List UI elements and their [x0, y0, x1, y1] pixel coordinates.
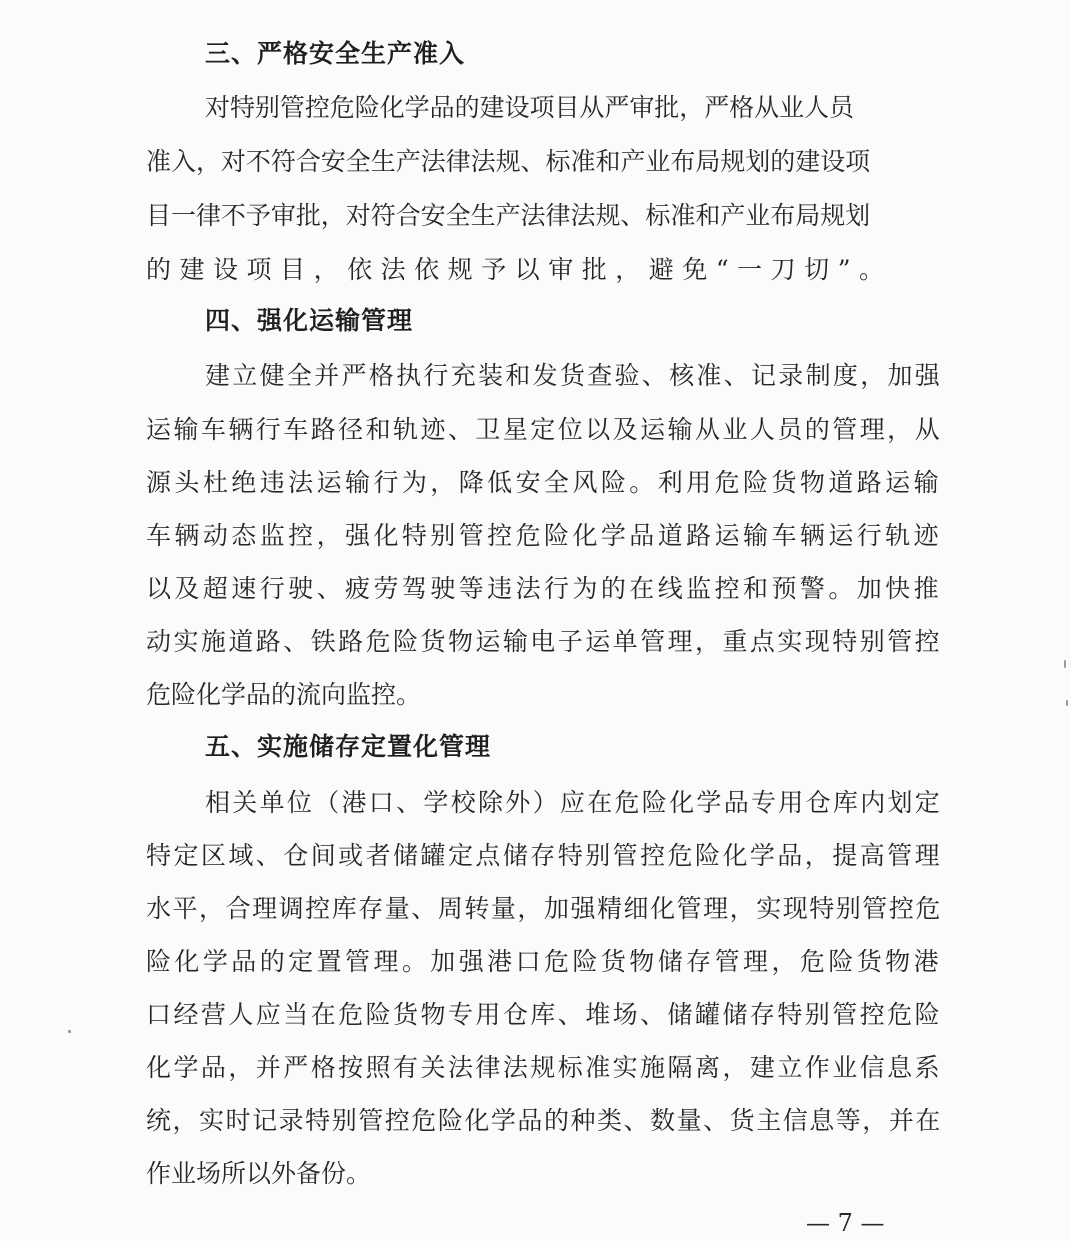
scan-speck [68, 1030, 71, 1033]
paragraph-line: 对特别管控危险化学品的建设项目从严审批，严格从业人员 [205, 93, 854, 122]
paragraph-line: 以及超速行驶、疲劳驾驶等违法行为的在线监控和预警。加快推 [146, 574, 943, 603]
section-heading-5: 五、实施储存定置化管理 [205, 732, 492, 761]
paragraph-line: 目一律不予审批，对符合安全生产法律法规、标准和产业布局规划 [146, 201, 871, 230]
paragraph-line: 特定区域、仓间或者储罐定点储存特别管控危险化学品，提高管理 [146, 841, 943, 870]
paragraph-line: 统，实时记录特别管控危险化学品的种类、数量、货主信息等，并在 [146, 1106, 942, 1135]
paragraph-line: 作业场所以外备份。 [146, 1159, 372, 1188]
paragraph-line: 准入，对不符合安全生产法律法规、标准和产业布局规划的建设项 [146, 147, 871, 176]
page-number: — 7 — [806, 1209, 885, 1237]
paragraph-line: 口经营人应当在危险货物专用仓库、堆场、储罐储存特别管控危险 [146, 1000, 943, 1029]
paragraph-line: 动实施道路、铁路危险货物运输电子运单管理，重点实现特别管控 [146, 627, 943, 656]
section-heading-3: 三、严格安全生产准入 [205, 39, 466, 68]
paragraph-line: 建立健全并严格执行充装和发货查验、核准、记录制度，加强 [205, 361, 943, 390]
paragraph-line: 相关单位（港口、学校除外）应在危险化学品专用仓库内划定 [205, 788, 943, 817]
scan-speck [1064, 660, 1066, 668]
paragraph-line: 车辆动态监控，强化特别管控危险化学品道路运输车辆运行轨迹 [146, 521, 943, 550]
paragraph-line: 危险化学品的流向监控。 [146, 680, 422, 709]
paragraph-line: 源头杜绝违法运输行为，降低安全风险。利用危险货物道路运输 [146, 468, 943, 497]
paragraph-line: 的建设项目，依法依规予以审批，避免“一刀切”。 [146, 255, 893, 284]
paragraph-line: 化学品，并严格按照有关法律法规标准实施隔离，建立作业信息系 [146, 1053, 943, 1082]
paragraph-line: 运输车辆行车路径和轨迹、卫星定位以及运输从业人员的管理，从 [146, 415, 943, 444]
section-heading-4: 四、强化运输管理 [205, 306, 414, 335]
paragraph-line: 险化学品的定置管理。加强港口危险货物储存管理，危险货物港 [146, 947, 943, 976]
scan-speck [1066, 700, 1068, 706]
paragraph-line: 水平，合理调控库存量、周转量，加强精细化管理，实现特别管控危 [146, 894, 942, 923]
